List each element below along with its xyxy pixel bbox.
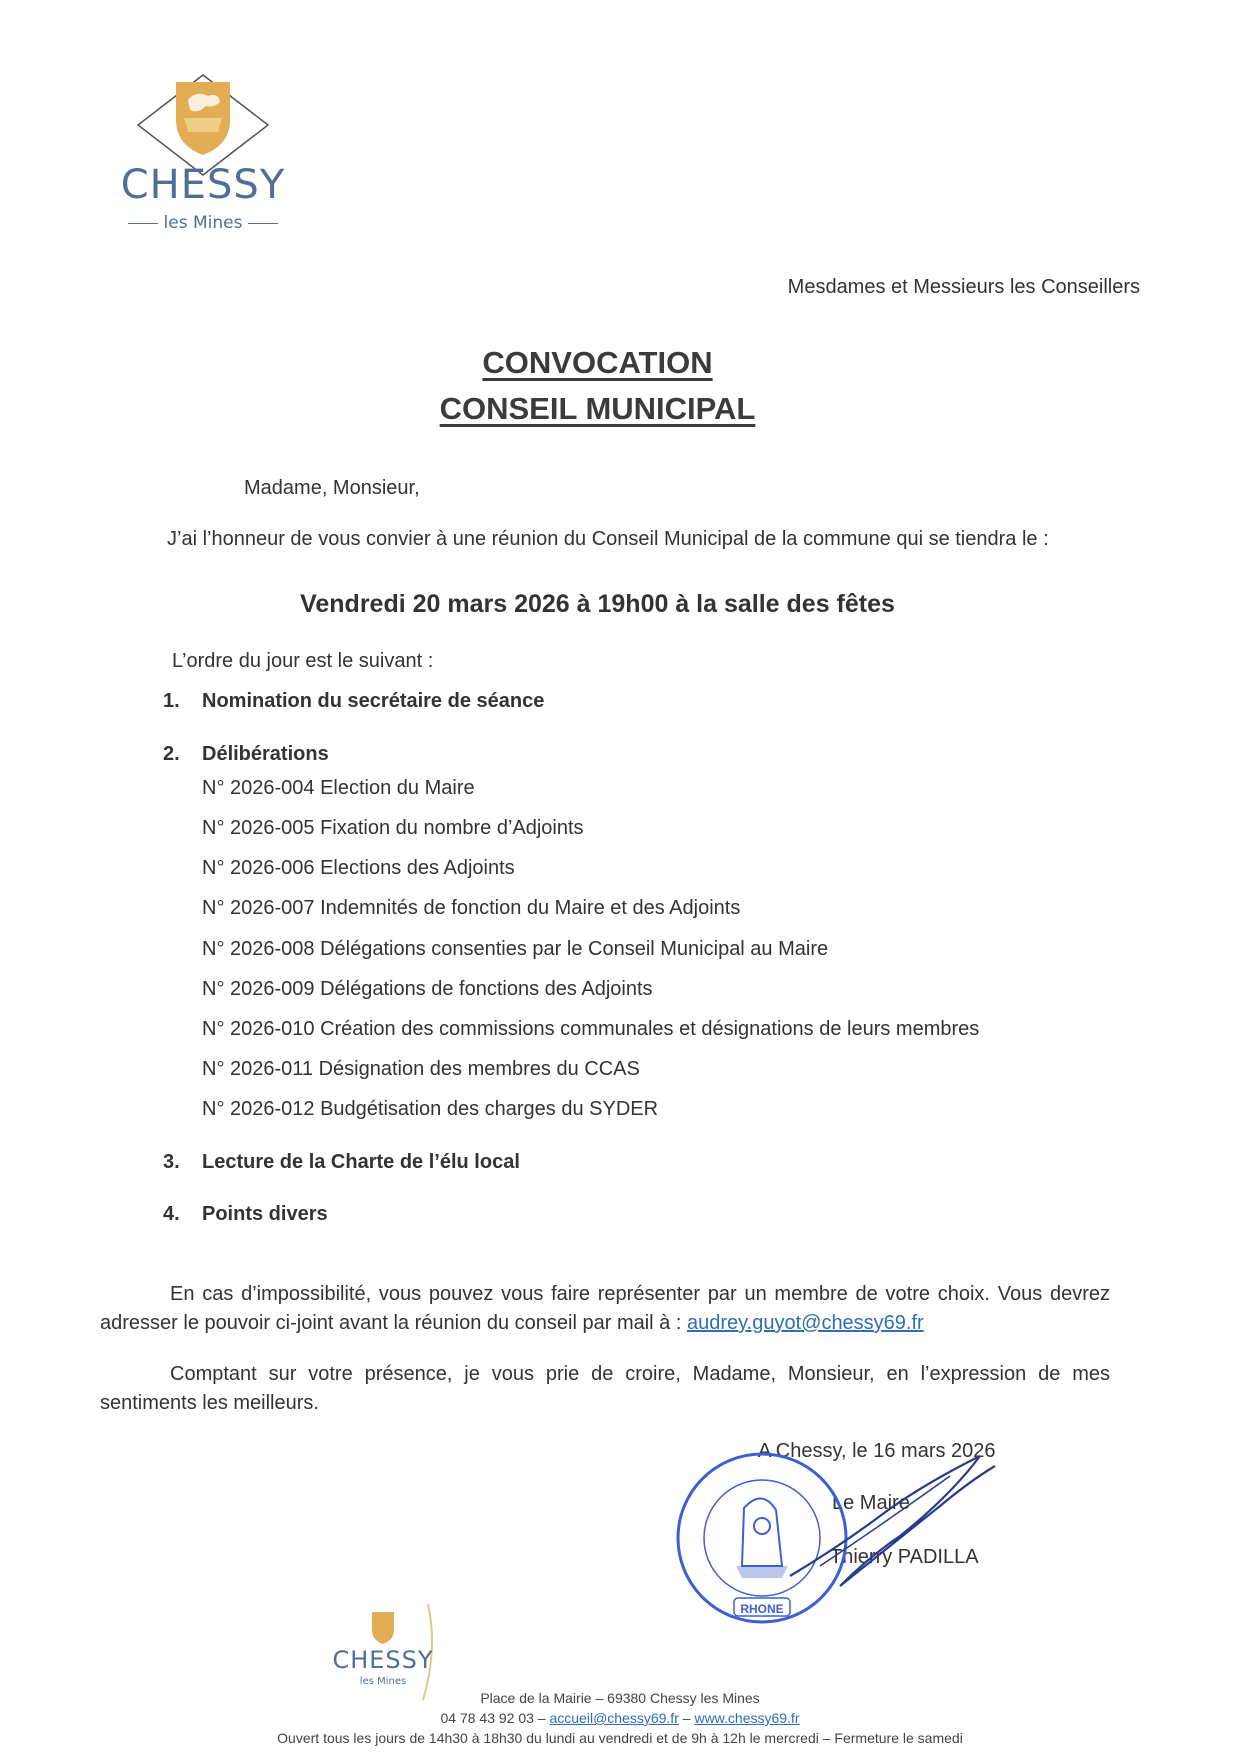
title-conseil-municipal: CONSEIL MUNICIPAL: [439, 391, 756, 426]
deliberation-item: N° 2026-010 Création des commissions communales et désignations de leurs membres: [202, 1018, 980, 1040]
footer-address: Place de la Mairie – 69380 Chessy les Mines: [480, 1690, 760, 1706]
footer-hours: Ouvert tous les jours de 14h30 à 18h30 du lundi au vendredi et de 9h à 12h le mercredi – Fermeture le samedi: [277, 1730, 963, 1746]
footer-website-link[interactable]: www.chessy69.fr: [694, 1710, 800, 1726]
logo-name: CHESSY: [120, 162, 286, 208]
chessy-logo-header: [118, 70, 288, 245]
agenda-item-number: 2.: [163, 743, 180, 765]
footer-phone: 04 78 43 92 03 –: [440, 1710, 546, 1726]
agenda-item-number: 4.: [163, 1203, 180, 1225]
mayor-role: Le Maire: [832, 1492, 910, 1514]
footer-contact: [0, 1710, 1240, 1726]
agenda-intro: L’ordre du jour est le suivant :: [172, 650, 434, 672]
footer-logo-name: CHESSY: [332, 1646, 434, 1674]
deliberation-item: N° 2026-011 Désignation des membres du CCAS: [202, 1058, 640, 1080]
agenda-item-title: Délibérations: [202, 743, 329, 765]
proxy-email-link[interactable]: audrey.guyot@chessy69.fr: [686, 1312, 924, 1334]
salutation: Madame, Monsieur,: [244, 477, 420, 499]
recipient-line: Mesdames et Messieurs les Conseillers: [787, 276, 1140, 298]
proxy-paragraph: En cas d’impossibilité, vous pouvez vous faire représenter par un membre de votre choix. Vous devrez adresser le pouvoir ci-joint avant la réunion du conseil par mail à : audrey.guyot@chessy69.fr: [100, 1283, 1110, 1334]
footer-separator: –: [682, 1710, 691, 1726]
agenda-item-title: Points divers: [202, 1203, 328, 1225]
title-convocation: CONVOCATION: [482, 345, 713, 380]
deliberation-item: N° 2026-004 Election du Maire: [202, 777, 475, 799]
meeting-date-location: Vendredi 20 mars 2026 à 19h00 à la salle des fêtes: [300, 590, 895, 618]
mayor-name: Thierry PADILLA: [830, 1546, 979, 1568]
deliberation-item: N° 2026-009 Délégations de fonctions des Adjoints: [202, 978, 653, 1000]
deliberation-item: N° 2026-006 Elections des Adjoints: [202, 857, 515, 879]
regards-paragraph: Comptant sur votre présence, je vous prie de croire, Madame, Monsieur, en l’expression de mes sentiments les meilleurs.: [100, 1363, 1110, 1414]
footer-logo-subtitle: les Mines: [359, 1676, 407, 1687]
stamp-region: RHONE: [740, 1602, 784, 1616]
agenda-item-number: 3.: [163, 1151, 180, 1173]
agenda-item-title: Lecture de la Charte de l’élu local: [202, 1151, 520, 1173]
intro-text: J’ai l’honneur de vous convier à une réunion du Conseil Municipal de la commune qui se tiendra le :: [167, 528, 1049, 550]
deliberation-item: N° 2026-007 Indemnités de fonction du Maire et des Adjoints: [202, 897, 741, 919]
deliberation-item: N° 2026-005 Fixation du nombre d’Adjoints: [202, 817, 584, 839]
handwritten-signature: [780, 1436, 1010, 1596]
deliberation-item: N° 2026-012 Budgétisation des charges du SYDER: [202, 1098, 659, 1120]
place-date: A Chessy, le 16 mars 2026: [758, 1440, 996, 1462]
agenda-item-number: 1.: [163, 690, 180, 712]
deliberation-item: N° 2026-008 Délégations consenties par le Conseil Municipal au Maire: [202, 938, 829, 960]
footer-email-link[interactable]: accueil@chessy69.fr: [549, 1710, 679, 1726]
logo-subtitle: les Mines: [118, 213, 288, 233]
agenda-item-title: Nomination du secrétaire de séance: [202, 690, 545, 712]
